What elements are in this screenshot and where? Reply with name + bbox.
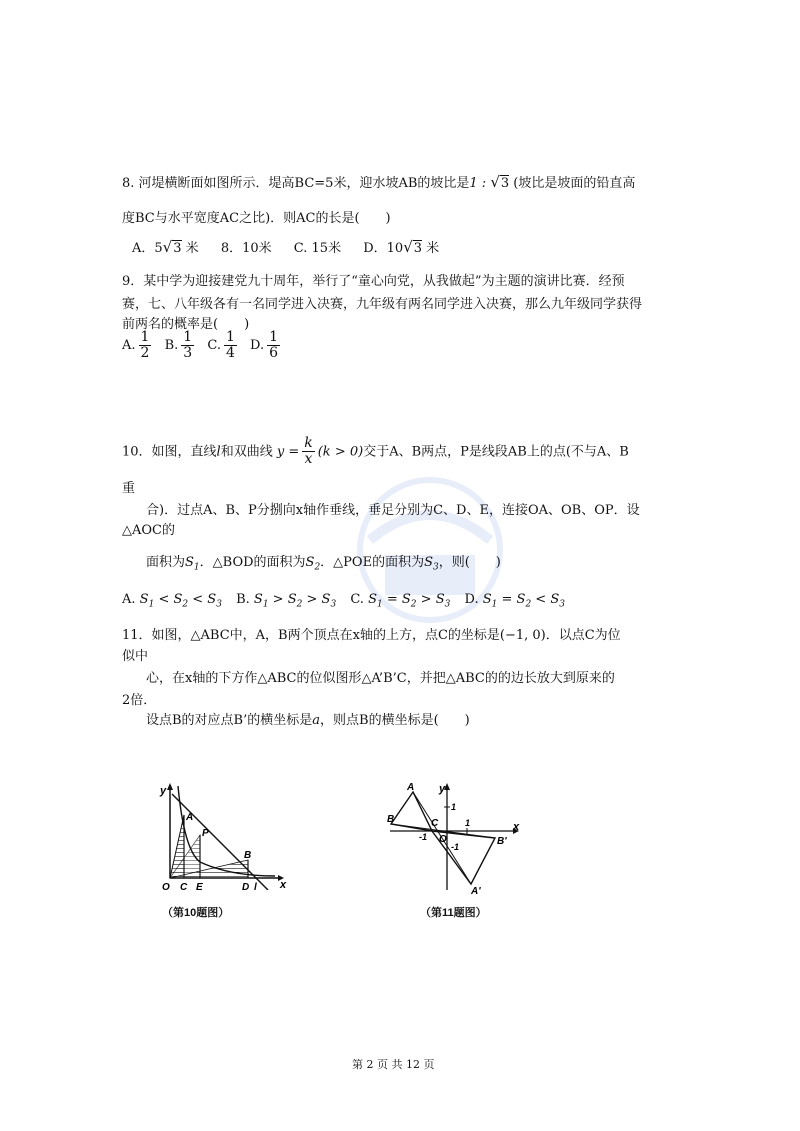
q9-line3: 前两名的概率是( ) — [122, 317, 250, 332]
q11-line2: 似中 — [122, 649, 149, 664]
fig10-label-d: D — [242, 882, 250, 890]
q10-option-b: B. $S_1 > S_2 > S_3$ — [236, 592, 337, 610]
q8-options — [132, 237, 439, 256]
figure-10-caption: （第10题图） — [162, 907, 230, 919]
fig10-label-e: E — [196, 882, 203, 890]
figure-10 — [150, 780, 290, 894]
q8-option-d: D．10√3 米 — [363, 238, 440, 256]
figure-11 — [385, 778, 525, 902]
q8-line2: 度BC与水平宽度AC之比)．则AC的长是( ) — [122, 211, 391, 226]
q11-line3: 心，在x轴的下方作△ABC的位似图形△A’B’C，并把△ABC的的边长放大到原来的 — [146, 671, 615, 686]
q8-option-b: 8．10米 — [220, 241, 272, 256]
q10-line4: △AOC的 — [122, 523, 175, 538]
q9-line1: 9．某中学为迎接建党九十周年，举行了“童心向党，从我做起”为主题的演讲比赛．经预 — [122, 274, 625, 289]
q10-line2: 重 — [122, 481, 136, 496]
q9-option-a: A. $\frac{1}{2}$ — [122, 329, 150, 362]
q8-option-a: A．5√3 米 — [132, 238, 199, 256]
fig10-label-p: P — [202, 828, 209, 839]
q9-options — [122, 330, 283, 362]
fig10-label-y: y — [160, 785, 167, 797]
fig10-label-c: C — [180, 882, 188, 890]
q9-line2: 赛，七、八年级各有一名同学进入决赛，九年级有两名同学进入决赛，那么九年级同学获得 — [122, 297, 643, 312]
fig11-label-c: C — [431, 818, 439, 829]
q8-line1: 8. 河堤横断面如图所示．堤高BC=5米，迎水坡AB的坡比是1 : √3 (坡比是坡面的铅直高 — [122, 173, 636, 191]
q11-line5: 设点B的对应点B’的横坐标是a，则点B的横坐标是( ) — [146, 713, 470, 728]
fig11-label-o: O — [439, 834, 447, 845]
q9-option-d: D. $\frac{1}{6}$ — [250, 329, 279, 362]
q9-option-c: C. $\frac{1}{4}$ — [207, 329, 235, 362]
figure-11-caption: （第11题图） — [420, 907, 487, 919]
q10-option-d: D. $S_1 = S_2 < S_3$ — [464, 592, 565, 610]
q11-line1: 11．如图，△ABC中，A，B两个顶点在x轴的上方，点C的坐标是(−1, 0)．以点C为位 — [122, 628, 621, 643]
q10-line5: 面积为$S_1$．△BOD的面积为$S_2$．△POE的面积为$S_3$，则( ) — [146, 555, 501, 573]
q8-option-c: C. 15米 — [293, 241, 342, 256]
q10-options — [122, 592, 565, 610]
fig11-label-x: x — [513, 821, 520, 833]
q9-option-b: B. $\frac{1}{3}$ — [164, 329, 193, 362]
fig10-label-o: O — [162, 882, 170, 890]
q11-line4: 2倍． — [122, 693, 157, 708]
fig10-label-x: x — [280, 879, 287, 890]
fig11-label-y: y — [439, 783, 446, 795]
fig11-tick-yneg1: -1 — [451, 842, 460, 852]
fig10-label-a: A — [186, 812, 194, 823]
q10-line3: 合)．过点A、B、P分捌向x轴作垂线，垂足分别为C、D、E，连接OA、OB、OP．设 — [146, 503, 640, 518]
fig11-tick-y1: 1 — [451, 802, 457, 812]
fig11-tick-xneg1: -1 — [419, 832, 428, 842]
fig11-tick-x1: 1 — [465, 818, 471, 828]
q10-option-c: C. $S_1 = S_2 > S_3$ — [350, 592, 451, 610]
page-footer: 第 2 页 共 12 页 — [352, 1058, 435, 1071]
q10-option-a: A. $S_1 < S_2 < S_3$ — [122, 592, 222, 610]
fig10-label-b: B — [244, 850, 252, 861]
fig10-label-l: l — [254, 882, 257, 890]
q10-line1: 10．如图，直线l和双曲线 y = $\frac{k}{x}$ (k > 0)交于A、B两点，P是线段AB上的点(不与A、B — [122, 435, 629, 468]
fig11-label-bprime: B' — [497, 836, 507, 847]
fig11-label-b: B — [387, 814, 395, 825]
fig11-label-aprime: A' — [471, 886, 481, 897]
fig11-label-a: A — [407, 782, 415, 793]
